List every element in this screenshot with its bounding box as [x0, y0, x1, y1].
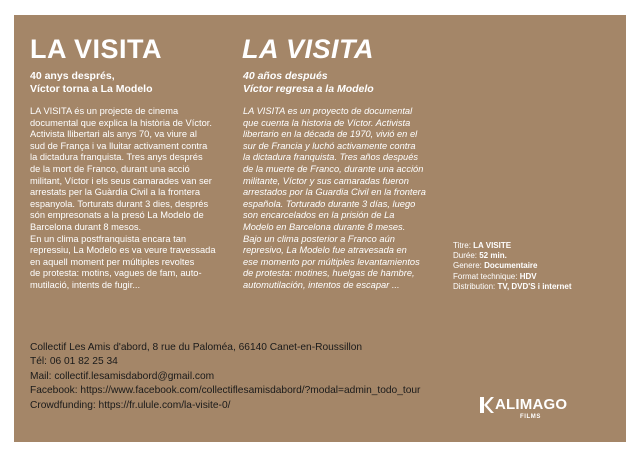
info-label: Format technique: — [453, 271, 520, 281]
contact-address: Collectif Les Amis d'abord, 8 rue du Paloméa, 66140 Canet-en-Roussillon — [30, 342, 363, 353]
paragraph-catalan — [30, 106, 216, 292]
paragraph-line: en aquell moment per múltiples revoltes — [30, 256, 195, 267]
info-label: Durée: — [453, 251, 480, 261]
contact-facebook[interactable]: Facebook: https://www.facebook.com/collectiflesamisdabord/?modal=admin_todo_tour — [30, 385, 421, 397]
paragraph-line: militant, Víctor i els seus camarades van ser — [30, 175, 212, 186]
contact-crowdfunding[interactable]: Crowdfunding: https://fr.ulule.com/la-visite-0/ — [30, 399, 231, 411]
paragraph-line: són empresonats a la presó La Modelo de — [30, 210, 204, 221]
paragraph-line: la dictadura franquista. Tres años después — [243, 152, 419, 163]
contact-phone: Tél: 06 01 82 25 34 — [30, 356, 118, 368]
paragraph-line: automutilación, intentos de escapar ... — [243, 279, 400, 290]
paragraph-line: española. Torturado durante 3 días, luego — [243, 198, 416, 209]
film-info-duration — [453, 251, 572, 261]
film-info-title — [453, 241, 572, 251]
paragraph-line: arrestats per la Guàrdia Civil a la frontera — [30, 187, 200, 198]
paragraph-line: represivo, La Modelo fue atravesada en — [243, 245, 407, 256]
subtitle-line: 40 años después — [243, 70, 328, 82]
paragraph-line: de protesta: motins, vagues de fam, auto- — [30, 268, 202, 279]
paragraph-line: la dictadura franquista. Tres anys després — [30, 152, 203, 163]
paragraph-line: Activista llibertari als anys 70, va viure al — [30, 129, 197, 140]
info-value: HDV — [519, 271, 537, 281]
logo-wordmark: ALIMAGO — [495, 396, 568, 413]
paragraph-line: LA VISITA és un projecte de cinema — [30, 106, 179, 116]
film-info — [453, 241, 572, 292]
kalimago-logo — [480, 397, 567, 421]
paragraph-line: Barcelona durant 8 mesos. — [30, 221, 142, 232]
paragraph-line: documental que explica la història de Víctor. — [30, 117, 212, 128]
info-label: Titre: — [453, 241, 474, 250]
title-spanish: LA VISITA — [242, 34, 374, 64]
film-info-distribution — [453, 282, 572, 292]
paragraph-line: de la muerte de Franco, durante una acción — [243, 163, 424, 174]
paragraph-line: de protesta: motines, huelgas de hambre, — [243, 268, 415, 279]
info-label: Genere: — [453, 261, 485, 271]
film-info-format — [453, 272, 572, 282]
paragraph-line: En un clima postfranquista encara tan — [30, 233, 187, 244]
info-value: 52 min. — [479, 251, 507, 261]
paragraph-line: Modelo en Barcelona durante 8 meses. — [243, 221, 406, 232]
paragraph-line: son encarcelados en la prisión de La — [243, 210, 395, 221]
paragraph-line: sud de França i va lluitar activament contra — [30, 140, 208, 151]
info-value: Documentaire — [484, 261, 538, 271]
film-info-genre — [453, 261, 572, 271]
subtitle-line: Víctor torna a La Modelo — [30, 83, 153, 95]
paragraph-line: militante, Víctor y sus camaradas fueron — [243, 175, 409, 186]
info-value: TV, DVD'S i internet — [497, 281, 572, 291]
subtitle-line: Víctor regresa a la Modelo — [243, 83, 374, 95]
paragraph-line: que cuenta la historia de Víctor. Activista — [243, 117, 411, 128]
paragraph-line: repressiu, La Modelo es va veure travessada — [30, 245, 216, 256]
subtitle-line: 40 anys després, — [30, 70, 115, 82]
paragraph-line: ese momento por múltiples levantamientos — [243, 256, 420, 267]
contact-block — [30, 341, 420, 413]
contact-email[interactable]: Mail: collectif.lesamisdabord@gmail.com — [30, 370, 215, 382]
logo-subtitle: FILMS — [520, 414, 541, 420]
subtitle-catalan — [30, 70, 153, 96]
k-mark-icon — [480, 397, 494, 413]
paragraph-line: Bajo un clima posterior a Franco aún — [243, 233, 395, 244]
paragraph-spanish — [243, 106, 426, 292]
info-value: LA VISITE — [473, 241, 512, 250]
paragraph-line: mutilació, intents de fugir... — [30, 279, 141, 290]
paragraph-line: arrestados por la Guardia Civil en la frontera — [243, 187, 426, 198]
title-catalan: LA VISITA — [30, 34, 162, 64]
paragraph-line: espanyola. Torturats durant 3 dies, després — [30, 198, 209, 209]
paragraph-line: sur de Francia y luchó activamente contra — [243, 140, 416, 151]
subtitle-spanish — [243, 70, 374, 96]
info-label: Distribution: — [453, 281, 498, 291]
paragraph-line: libertario en la década de 1970, vivió en el — [243, 129, 418, 140]
paragraph-line: LA VISITA es un proyecto de documental — [243, 106, 413, 116]
paragraph-line: de la mort de Franco, durant una acció — [30, 163, 190, 174]
